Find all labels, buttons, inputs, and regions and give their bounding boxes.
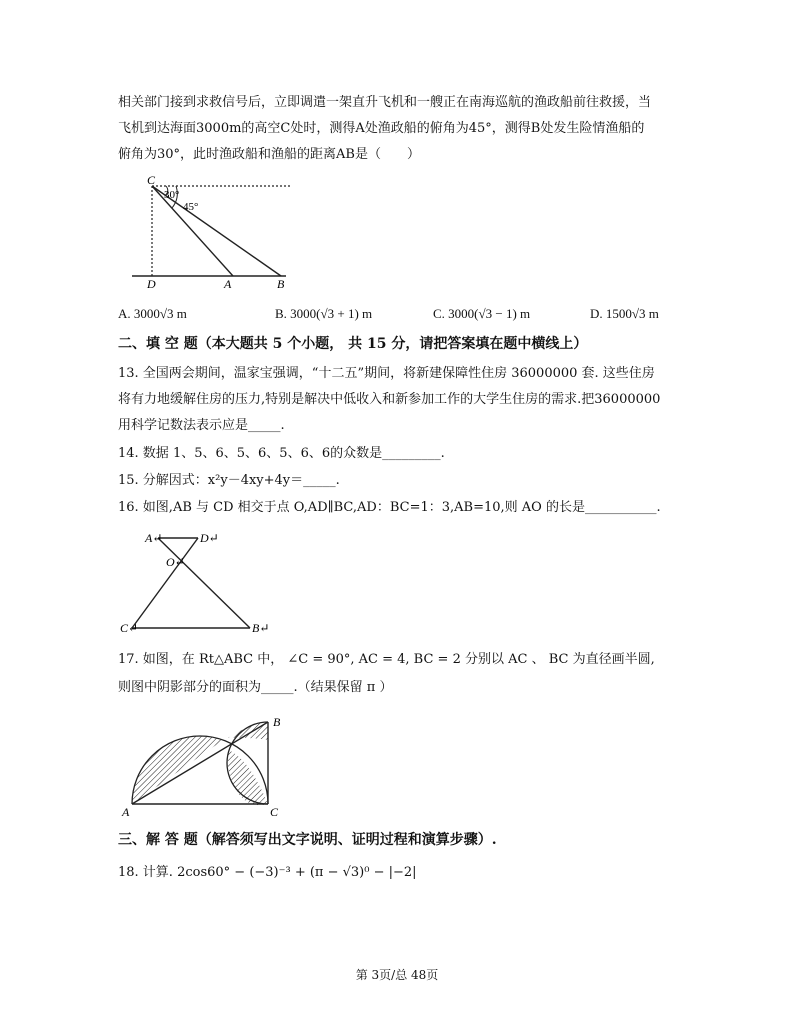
q17-line-1: 17. 如图，在 Rt△ABC 中， ∠C = 90°, AC = 4, BC = 2 分别以 AC 、 BC 为直径画半圆, (118, 652, 655, 667)
q12-line-3: 俯角为30°，此时渔政船和渔船的距离AB是（ ） (118, 147, 420, 162)
label-c: C↵ (120, 621, 139, 635)
shaded-region-middle (228, 750, 268, 805)
label-30: 30° (164, 189, 180, 201)
q17-figure (118, 712, 298, 822)
q16-text: 16. 如图,AB 与 CD 相交于点 O,AD∥BC,AD：BC=1：3,AB=10,则 AO 的长是___________. (118, 500, 661, 515)
q15-text: 15. 分解因式：x²y－4xy+4y＝_____. (118, 473, 340, 488)
label-a: A↵ (145, 531, 163, 545)
shaded-region-left (132, 736, 223, 804)
q14-text: 14. 数据 1、5、6、5、6、5、6、6的众数是_________. (118, 446, 445, 461)
q12-line-2: 飞机到达海面3000m的高空C处时，测得A处渔政船的俯角为45°，测得B处发生险情渔船的 (118, 121, 645, 136)
segment-ab (158, 538, 250, 628)
q16-figure (118, 528, 278, 640)
section-2-title: 二、填 空 题（本大题共 5 个小题， 共 15 分，请把答案填在题中横线上） (118, 336, 588, 352)
label-a: A (224, 277, 232, 291)
label-b: B↵ (252, 621, 270, 635)
q12-figure (128, 172, 298, 294)
q18-text: 18. 计算. 2cos60° − (−3)⁻³ + (π − √3)⁰ − |−2| (118, 865, 417, 880)
label-a: A (122, 805, 130, 819)
q12-option-d: D. 1500√3 m (590, 306, 659, 321)
section-3-title: 三、解 答 题（解答须写出文字说明、证明过程和演算步骤）. (118, 832, 497, 848)
label-c: C (270, 805, 279, 819)
q12-option-c: C. 3000(√3 − 1) m (433, 306, 531, 321)
label-d: D (147, 277, 156, 291)
segment-dc (132, 538, 198, 628)
shaded-region-top (228, 722, 268, 740)
q13-line-3: 用科学记数法表示应是_____. (118, 418, 285, 433)
label-b: B (273, 715, 281, 729)
q17-line-2: 则图中阴影部分的面积为_____.（结果保留 π ） (118, 680, 393, 695)
label-d: D↵ (200, 531, 219, 545)
q13-line-1: 13. 全国两会期间，温家宝强调，“十二五”期间，将新建保障性住房 36000000 套. 这些住房 (118, 366, 655, 381)
label-o: O↵ (166, 555, 185, 569)
label-45: 45° (183, 201, 199, 213)
q12-option-a: A. 3000√3 m (118, 306, 187, 321)
page-footer: 第 3页/总 48页 (355, 968, 439, 982)
label-c: C (147, 173, 156, 187)
q12-option-b: B. 3000(√3 + 1) m (275, 306, 373, 321)
q12-line-1: 相关部门接到求救信号后，立即调遣一架直升飞机和一艘正在南海巡航的渔政船前往救援，当 (118, 95, 652, 110)
q13-line-2: 将有力地缓解住房的压力,特别是解决中低收入和新参加工作的大学生住房的需求.把36000000 (118, 392, 661, 407)
label-b: B (277, 277, 285, 291)
